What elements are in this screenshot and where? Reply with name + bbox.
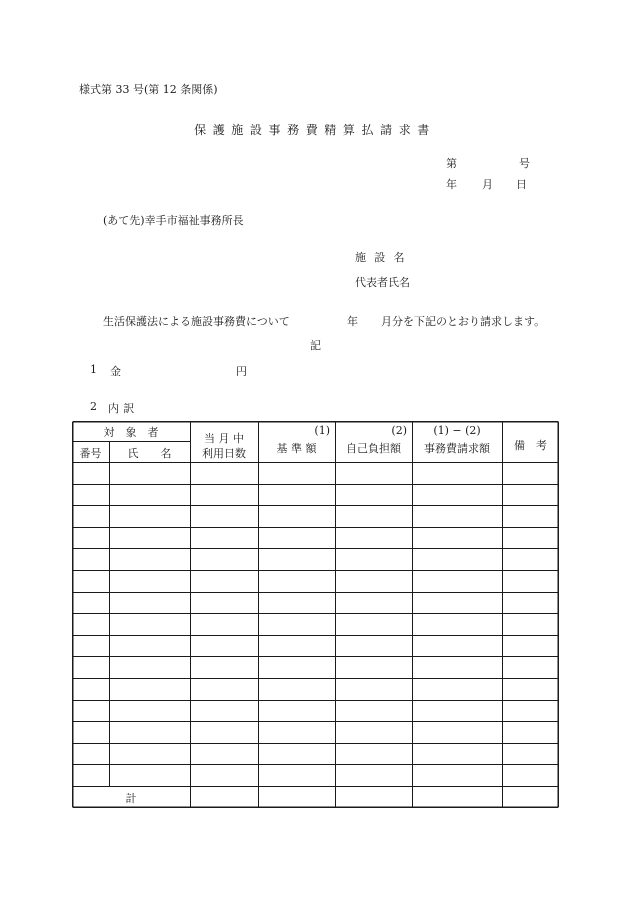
yen-label: 円 [236, 365, 247, 378]
amount-number: 1 [90, 363, 97, 376]
breakdown-table [72, 421, 559, 808]
facility-name-label: 施設名 [355, 251, 413, 264]
ki-label: 記 [310, 339, 321, 352]
request-month-text: 月分を下記のとおり請求します。 [381, 315, 546, 328]
date-year-label: 年 [446, 178, 457, 191]
table-grid [72, 421, 559, 808]
header-claim-amount: 事務費請求額 [424, 442, 490, 455]
header-name: 氏 名 [127, 447, 172, 460]
header-standard-amount: 基 準 額 [276, 442, 317, 455]
header-subject: 対 象 者 [103, 426, 159, 439]
header-number: 番号 [79, 447, 102, 460]
header-claim-index: (1) − (2) [433, 424, 481, 437]
date-month-label: 月 [482, 178, 493, 191]
header-standard-index: (1) [314, 424, 330, 437]
header-remarks: 備 考 [514, 439, 547, 452]
request-year-label: 年 [347, 315, 358, 328]
breakdown-label: 内訳 [108, 402, 139, 415]
representative-label: 代表者氏名 [355, 276, 410, 289]
header-self-index: (2) [391, 424, 407, 437]
addressee: (あて先)幸手市福祉事務所長 [103, 214, 244, 227]
breakdown-number: 2 [90, 400, 97, 413]
document-title: 保護施設事務費精算払請求書 [194, 123, 436, 137]
total-label: 計 [125, 792, 137, 805]
amount-label: 金 [110, 365, 121, 378]
form-number: 様式第 33 号(第 12 条関係) [79, 83, 218, 96]
doc-number-suffix: 号 [519, 157, 530, 170]
date-day-label: 日 [516, 178, 527, 191]
header-self-burden: 自己負担額 [346, 442, 401, 455]
header-days-line2: 利用日数 [202, 447, 246, 460]
header-days-line1: 当 月 中 [204, 432, 244, 445]
doc-number-label: 第 [446, 157, 457, 170]
request-text: 生活保護法による施設事務費について [103, 315, 290, 328]
